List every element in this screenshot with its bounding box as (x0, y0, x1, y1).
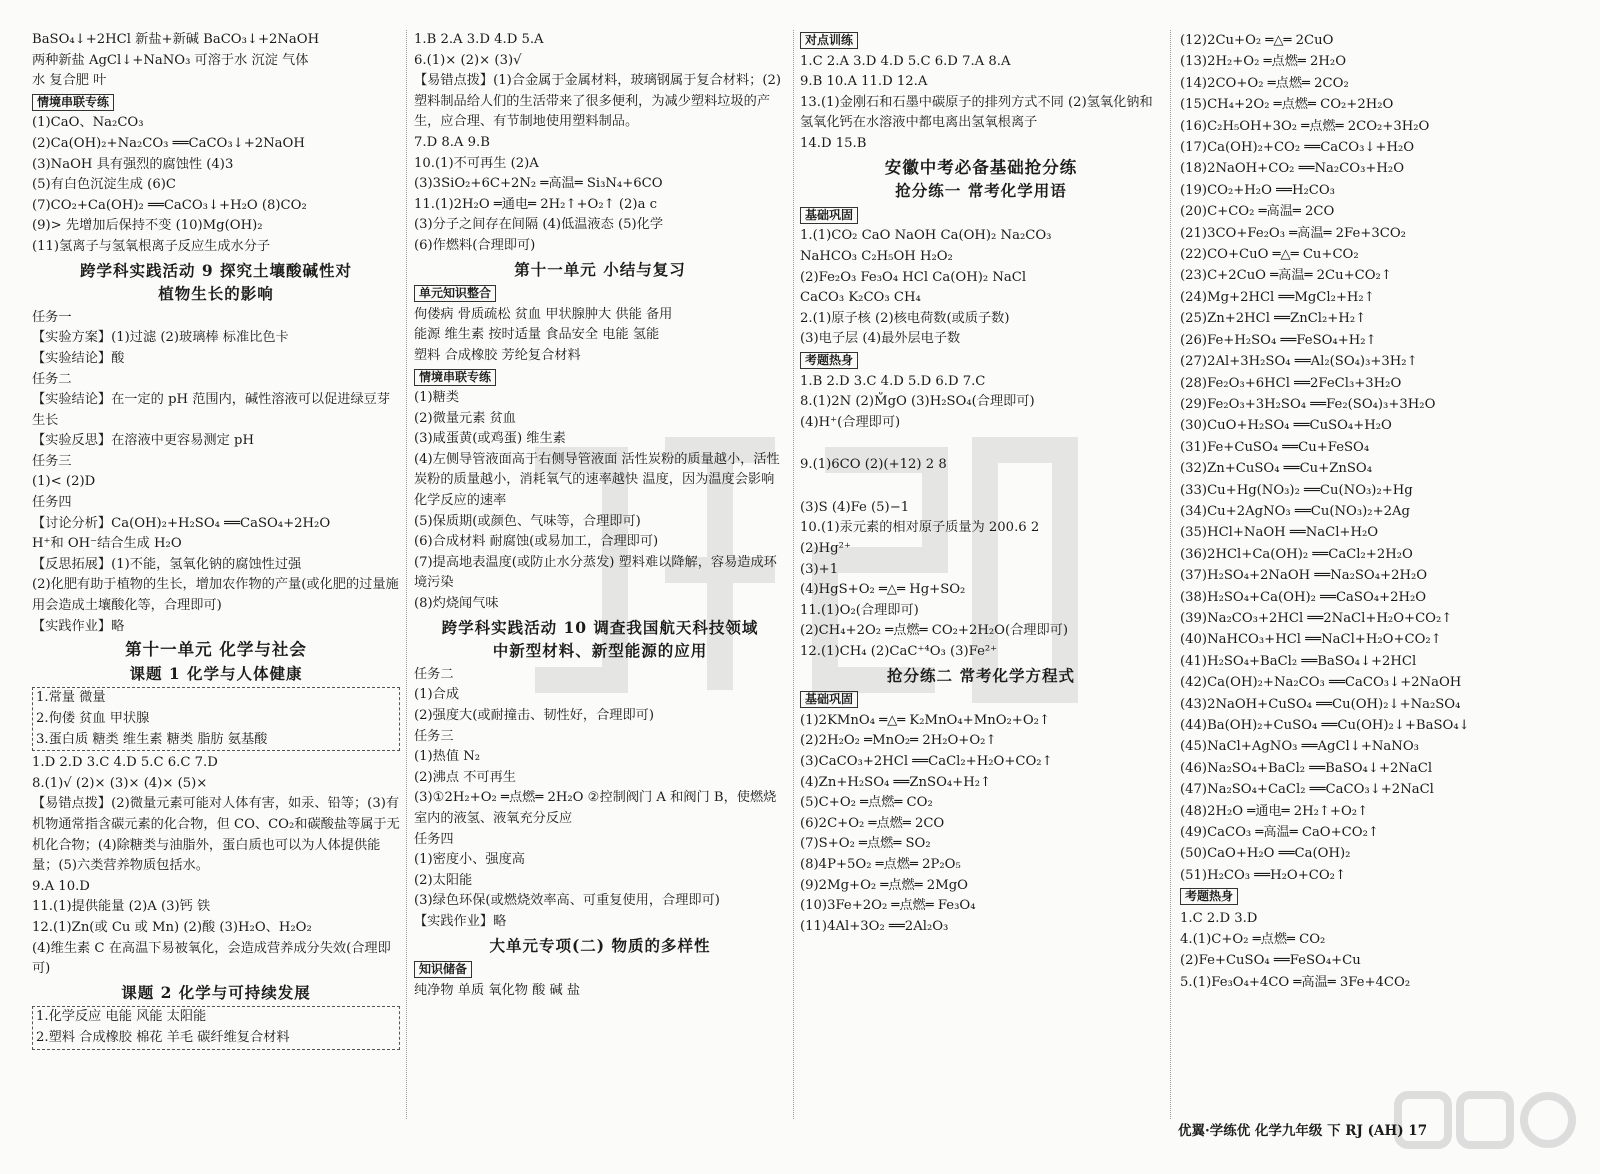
answer-line: (4)左侧导管液面高于右侧导管液面 活性炭粉的质量越小，活性炭粉的质量越小，消耗氧气的速率越快 温度，因为温度会影响化学反应的速率 (414, 451, 780, 509)
equation-line: (2)2H₂O₂ ═MnO₂═ 2H₂O+O₂↑ (800, 733, 997, 749)
answer-line: (1)密度小、强度高 (414, 852, 525, 868)
equation-line: (13)2H₂+O₂ ═点燃═ 2H₂O (1180, 54, 1347, 70)
unit-review-title: 第十一单元 小结与复习 (514, 259, 686, 279)
equation-line: (25)Zn+2HCl ══ZnCl₂+H₂↑ (1180, 311, 1367, 327)
answer-line: 1.C 2.A 3.D 4.D 5.C 6.D 7.A 8.A (800, 53, 1011, 69)
answer-line: 1.B 2.D 3.C 4.D 5.D 6.D 7.C (800, 373, 986, 389)
equation-line: (51)H₂CO₃ ══H₂O+CO₂↑ (1180, 867, 1347, 883)
answer-line: 4.(1)C+O₂ ═点燃═ CO₂ (1180, 932, 1326, 948)
answer-line: 9.A 10.D (32, 878, 90, 894)
answer-line: 10.(1)汞元素的相对原子质量为 200.6 2 (800, 520, 1040, 536)
answer-line: 任务三 (414, 728, 454, 744)
equation-line: (1)2KMnO₄ ═△═ K₂MnO₄+MnO₂+O₂↑ (800, 712, 1050, 728)
answer-line: (3)+1 (800, 561, 839, 577)
answer-line: 2.佝偻 贫血 甲状腺 (36, 711, 150, 726)
answer-line: 9.(1)6CO (2)(+12) 2 8 (800, 457, 947, 473)
answer-line: 2.塑料 合成橡胶 棉花 羊毛 碳纤维复合材料 (36, 1029, 290, 1045)
answer-line: CaCO₃ K₂CO₃ CH₄ (800, 290, 921, 306)
answer-line: 【实验结论】在一定的 pH 范围内，碱性溶液可以促进绿豆芽生长 (32, 392, 391, 428)
equation-line: (44)Ba(OH)₂+CuSO₄ ══Cu(OH)₂↓+BaSO₄↓ (1180, 718, 1470, 733)
answer-line: NaHCO₃ C₂H₅OH H₂O₂ (800, 248, 953, 264)
answer-line: 任务四 (32, 495, 72, 511)
equation-line: (40)NaHCO₃+HCl ══NaCl+H₂O+CO₂↑ (1180, 632, 1442, 648)
answer-line: 5.(1)Fe₃O₄+4CO ═高温═ 3Fe+4CO₂ (1180, 974, 1411, 990)
answer-line: (4)H⁺(合理即可) (800, 414, 901, 430)
answer-line: H⁺和 OH⁻结合生成 H₂O (32, 536, 182, 552)
answer-line: 任务三 (32, 453, 72, 469)
answer-line: 纯净物 单质 氧化物 酸 碱 盐 (414, 982, 581, 998)
equation-line: (45)NaCl+AgNO₃ ══AgCl↓+NaNO₃ (1180, 739, 1419, 755)
special-title: 大单元专项(二) 物质的多样性 (489, 935, 711, 955)
answer-line: 9.B 10.A 11.D 12.A (800, 74, 928, 90)
equation-line: (48)2H₂O ═通电═ 2H₂↑+O₂↑ (1180, 803, 1369, 819)
column-1 (32, 30, 400, 1052)
equation-line: (46)Na₂SO₄+BaCl₂ ══BaSO₄↓+2NaCl (1180, 760, 1433, 776)
lesson-title: 课题 1 化学与人体健康 (129, 663, 303, 683)
answer-line: 【实践作业】略 (414, 913, 507, 929)
section-tag: 对点训练 (800, 32, 858, 49)
equation-line: (27)2Al+3H₂SO₄ ══Al₂(SO₄)₃+3H₂↑ (1180, 354, 1418, 370)
answer-line: (2)沸点 不可再生 (414, 769, 516, 785)
section-tag: 考题热身 (800, 352, 858, 369)
answer-line: BaSO₄↓+2HCl 新盐+新碱 BaCO₃↓+2NaOH (32, 32, 320, 47)
answer-line: (2)化肥有助于植物的生长，增加农作物的产量(或化肥的过量施用会造成土壤酸化等，合理即可) (32, 577, 399, 614)
answer-line: 【讨论分析】Ca(OH)₂+H₂SO₄ ══CaSO₄+2H₂O (32, 515, 331, 531)
unit-title: 第十一单元 化学与社会 (125, 640, 307, 660)
answer-line: 任务一 (32, 309, 72, 325)
answer-line: (2)Ca(OH)₂+Na₂CO₃ ══CaCO₃↓+2NaOH (32, 135, 305, 151)
answer-line: 1.化学反应 电能 风能 太阳能 (36, 1009, 207, 1025)
answer-line: 【实验结论】酸 (32, 350, 125, 366)
answer-line: (1)< (2)D (32, 474, 96, 490)
answer-line: (1)糖类 (414, 390, 460, 406)
practice-title: 抢分练二 常考化学方程式 (887, 665, 1075, 685)
answer-line: 任务二 (32, 371, 72, 387)
section-tag: 知识储备 (414, 961, 472, 978)
answer-line: (2)Hg²⁺ (800, 541, 851, 557)
answer-line: 【易错点拨】(1)合金属于金属材料，玻璃钢属于复合材料；(2)塑料制品给人们的生活带来了很多便利，为减少塑料垃圾的产生，应合理、有节制地使用塑料制品。 (414, 73, 782, 130)
equation-line: (50)CaO+H₂O ══Ca(OH)₂ (1180, 846, 1351, 862)
equation-line: (22)CO+CuO ═△═ Cu+CO₂ (1180, 247, 1359, 263)
equation-line: (28)Fe₂O₃+6HCl ══2FeCl₃+3H₂O (1180, 375, 1402, 391)
answer-line: (2)Fe₂O₃ Fe₃O₄ HCl Ca(OH)₂ NaCl (800, 269, 1027, 285)
answer-line: 任务四 (414, 831, 454, 847)
lesson-title: 课题 2 化学与可持续发展 (121, 982, 311, 1002)
answer-line: (1)热值 N₂ (414, 749, 481, 765)
column-divider (1170, 30, 1171, 1119)
answer-line: 塑料 合成橡胶 芳纶复合材料 (414, 347, 581, 363)
equation-line: (36)2HCl+Ca(OH)₂ ══CaCl₂+2H₂O (1180, 546, 1413, 562)
answer-line: 10.(1)不可再生 (2)A (414, 155, 539, 171)
answer-line: 【实践作业】略 (32, 618, 125, 634)
answer-line: (3)NaOH 具有强烈的腐蚀性 (4)3 (32, 156, 234, 172)
equation-line: (12)2Cu+O₂ ═△═ 2CuO (1180, 33, 1334, 48)
answer-line: (3)3SiO₂+6C+2N₂ ═高温═ Si₃N₄+6CO (414, 176, 663, 192)
answer-line: 【实验反思】在溶液中更容易测定 pH (32, 433, 254, 449)
equation-line: (14)2CO+O₂ ═点燃═ 2CO₂ (1180, 75, 1349, 91)
column-4 (1180, 30, 1565, 993)
section-tag: 单元知识整合 (414, 285, 496, 302)
equation-line: (31)Fe+CuSO₄ ══Cu+FeSO₄ (1180, 439, 1370, 455)
equation-line: (10)3Fe+2O₂ ═点燃═ Fe₃O₄ (800, 898, 976, 914)
answer-line: 1.常量 微量 (36, 690, 106, 706)
answer-line: 1.C 2.D 3.D (1180, 910, 1258, 926)
answer-line: (2)Fe+CuSO₄ ══FeSO₄+Cu (1180, 953, 1361, 969)
equation-line: (19)CO₂+H₂O ══H₂CO₃ (1180, 182, 1335, 198)
equation-line: (18)2NaOH+CO₂ ══Na₂CO₃+H₂O (1180, 161, 1405, 177)
answer-line: 14.D 15.B (800, 135, 867, 151)
answer-line: 两种新盐 AgCl↓+NaNO₃ 可溶于水 沉淀 气体 (32, 52, 309, 68)
answer-line: (3)电子层 (4)最外层电子数 (800, 331, 961, 347)
column-divider (406, 30, 407, 1119)
equation-line: (34)Cu+2AgNO₃ ══Cu(NO₃)₂+2Ag (1180, 503, 1410, 519)
equation-line: (20)C+CO₂ ═高温═ 2CO (1180, 204, 1335, 220)
activity-title: 中新型材料、新型能源的应用 (492, 641, 708, 661)
answer-line: 12.(1)CH₄ (2)CaC⁺⁴O₃ (3)Fe²⁺ (800, 644, 998, 660)
equation-line: (47)Na₂SO₄+CaCl₂ ══CaCO₃↓+2NaCl (1180, 782, 1434, 798)
answer-line: (9)> 先增加后保持不变 (10)Mg(OH)₂ (32, 218, 263, 234)
answer-line: 佝偻病 骨质疏松 贫血 甲状腺肿大 供能 备用 (414, 306, 673, 322)
answer-line: (2)太阳能 (414, 872, 473, 888)
answer-line: 8.(1)√ (2)× (3)× (4)× (5)× (32, 775, 208, 791)
column-3 (800, 30, 1162, 937)
equation-line: (41)H₂SO₄+BaCl₂ ══BaSO₄↓+2HCl (1180, 653, 1417, 669)
answer-line: 1.B 2.A 3.D 4.D 5.A (414, 32, 544, 47)
answer-line: 1.(1)CO₂ CaO NaOH Ca(OH)₂ Na₂CO₃ (800, 228, 1052, 244)
section-tag: 基础巩固 (800, 207, 858, 224)
answer-line: (8)灼烧闻气味 (414, 596, 499, 612)
answer-line: 【反思拓展】(1)不能，氢氧化钠的腐蚀性过强 (32, 556, 302, 572)
equation-line: (38)H₂SO₄+Ca(OH)₂ ══CaSO₄+2H₂O (1180, 589, 1427, 605)
equation-line: (4)Zn+H₂SO₄ ══ZnSO₄+H₂↑ (800, 774, 992, 790)
section-tag: 情境串联专练 (414, 369, 496, 386)
equation-line: (9)2Mg+O₂ ═点燃═ 2MgO (800, 877, 968, 893)
practice-title: 抢分练一 常考化学用语 (895, 181, 1067, 201)
answer-line: 水 复合肥 叶 (32, 73, 107, 89)
column-divider (793, 30, 794, 1119)
equation-line: (23)C+2CuO ═高温═ 2Cu+CO₂↑ (1180, 268, 1392, 284)
answer-line: 1.D 2.D 3.C 4.D 5.C 6.C 7.D (32, 755, 218, 771)
answer-line: (3)分子之间存在间隔 (4)低温液态 (5)化学 (414, 217, 664, 233)
answer-line: 13.(1)金刚石和石墨中碳原子的排列方式不同 (2)氢氧化钠和氢氧化钙在水溶液中都电离出氢氧根离子 (800, 94, 1153, 131)
equation-line: (7)S+O₂ ═点燃═ SO₂ (800, 836, 931, 852)
answer-line: (6)合成材料 耐腐蚀(或易加工，合理即可) (414, 534, 659, 550)
equation-line: (6)2C+O₂ ═点燃═ 2CO (800, 815, 945, 831)
column-2 (414, 30, 786, 1001)
equation-line: (29)Fe₂O₃+3H₂SO₄ ══Fe₂(SO₄)₃+3H₂O (1180, 396, 1436, 412)
answer-line: 【实验方案】(1)过滤 (2)玻璃棒 标准比色卡 (32, 330, 289, 346)
equation-line: (24)Mg+2HCl ══MgCl₂+H₂↑ (1180, 289, 1375, 305)
activity-title: 跨学科实践活动 9 探究土壤酸碱性对 (79, 260, 353, 280)
equation-line: (30)CuO+H₂SO₄ ══CuSO₄+H₂O (1180, 418, 1392, 434)
key-points-box (32, 1006, 400, 1049)
equation-line: (32)Zn+CuSO₄ ══Cu+ZnSO₄ (1180, 461, 1372, 477)
equation-line: (39)Na₂CO₃+2HCl ══2NaCl+H₂O+CO₂↑ (1180, 610, 1453, 626)
equation-line: (5)C+O₂ ═点燃═ CO₂ (800, 795, 933, 811)
answer-line: 3.蛋白质 糖类 维生素 糖类 脂肪 氨基酸 (36, 731, 268, 747)
answer-line: (7)CO₂+Ca(OH)₂ ══CaCO₃↓+H₂O (8)CO₂ (32, 197, 307, 213)
answer-line: 11.(1)2H₂O ═通电═ 2H₂↑+O₂↑ (2)a c (414, 196, 658, 212)
answer-line: (3)①2H₂+O₂ ═点燃═ 2H₂O ②控制阀门 A 和阀门 B，使燃烧室内的液氢、液氧充分反应 (414, 790, 777, 826)
equation-line: (26)Fe+H₂SO₄ ══FeSO₄+H₂↑ (1180, 332, 1377, 348)
answer-line: (11)氢离子与氢氧根离子反应生成水分子 (32, 238, 271, 254)
answer-line: 能源 维生素 按时适量 食品安全 电能 氢能 (414, 327, 660, 343)
answer-line: (2)微量元素 贫血 (414, 410, 516, 426)
answer-line: (5)有白色沉淀生成 (6)C (32, 177, 176, 193)
answer-line: (1)合成 (414, 687, 460, 703)
exam-section-title: 安徽中考必备基础抢分练 (884, 157, 1078, 177)
answer-line: (4)HgS+O₂ ═△═ Hg+SO₂ (800, 582, 966, 598)
section-tag: 基础巩固 (800, 691, 858, 708)
answer-line: 11.(1)O₂(合理即可) (800, 602, 919, 618)
activity-title: 跨学科实践活动 10 调查我国航天科技领域 (441, 617, 759, 637)
answer-line: 【易错点拨】(2)微量元素可能对人体有害，如汞、铅等；(3)有机物通常指含碳元素的化合物，但 CO、CO₂和碳酸盐等属于无机化合物；(4)除糖类与油脂外，蛋白质也可以为人体提供能量；(5)六类营养物质包括水。 (32, 796, 400, 874)
equation-line: (37)H₂SO₄+2NaOH ══Na₂SO₄+2H₂O (1180, 568, 1428, 584)
answer-line: (3)咸蛋黄(或鸡蛋) 维生素 (414, 431, 566, 447)
equation-line: (16)C₂H₅OH+3O₂ ═点燃═ 2CO₂+3H₂O (1180, 118, 1430, 134)
equation-line: (33)Cu+Hg(NO₃)₂ ══Cu(NO₃)₂+Hg (1180, 482, 1413, 498)
equation-line: (35)HCl+NaOH ══NaCl+H₂O (1180, 525, 1379, 541)
equation-line: (17)Ca(OH)₂+CO₂ ══CaCO₃↓+H₂O (1180, 140, 1415, 156)
section-tag: 考题热身 (1180, 888, 1238, 905)
page-footer: 优翼·学练优 化学九年级 下 RJ (AH) 17 (1178, 1123, 1428, 1139)
answer-line: (3)S (4)Fe (5)−1 (800, 499, 910, 515)
section-tag: 情境串联专练 (32, 94, 114, 111)
answer-line: (1)CaO、Na₂CO₃ (32, 115, 144, 131)
equation-line: (43)2NaOH+CuSO₄ ══Cu(OH)₂↓+Na₂SO₄ (1180, 696, 1461, 712)
answer-line: (3)绿色环保(或燃烧效率高、可重复使用，合理即可) (414, 893, 720, 909)
answer-line: 11.(1)提供能量 (2)A (3)钙 铁 (32, 899, 211, 915)
answer-line: (6)作燃料(合理即可) (414, 237, 536, 253)
answer-line: 任务二 (414, 666, 454, 682)
equation-line: (8)4P+5O₂ ═点燃═ 2P₂O₅ (800, 856, 961, 872)
activity-title: 植物生长的影响 (158, 284, 274, 304)
answer-line: 8.(1)2N (2)M̊gO (3)H₂SO₄(合理即可) (800, 394, 1035, 410)
equation-line: (42)Ca(OH)₂+Na₂CO₃ ══CaCO₃↓+2NaOH (1180, 675, 1462, 691)
answer-line: (7)提高地表温度(或防止水分蒸发) 塑料难以降解，容易造成环境污染 (414, 554, 777, 591)
key-points-box (32, 687, 400, 751)
answer-line: (4)维生素 C 在高温下易被氧化，会造成营养成分失效(合理即可) (32, 940, 391, 977)
answer-line: (2)CH₄+2O₂ ═点燃═ CO₂+2H₂O(合理即可) (800, 623, 1068, 639)
answer-line: (2)强度大(或耐撞击、韧性好，合理即可) (414, 708, 654, 723)
answer-line: 2.(1)原子核 (2)核电荷数(或质子数) (800, 310, 1010, 326)
equation-line: (49)CaCO₃ ═高温═ CaO+CO₂↑ (1180, 825, 1379, 841)
equation-line: (15)CH₄+2O₂ ═点燃═ CO₂+2H₂O (1180, 97, 1394, 113)
equation-line: (21)3CO+Fe₂O₃ ═高温═ 2Fe+3CO₂ (1180, 225, 1406, 241)
equation-line: (3)CaCO₃+2HCl ══CaCl₂+H₂O+CO₂↑ (800, 754, 1053, 769)
answer-line: 6.(1)× (2)× (3)√ (414, 52, 522, 68)
equation-line: (11)4Al+3O₂ ══2Al₂O₃ (800, 918, 949, 934)
answer-line: 12.(1)Zn(或 Cu 或 Mn) (2)酸 (3)H₂O、H₂O₂ (32, 919, 312, 935)
answer-line: (5)保质期(或颜色、气味等，合理即可) (414, 513, 641, 529)
answer-line: 7.D 8.A 9.B (414, 134, 490, 150)
